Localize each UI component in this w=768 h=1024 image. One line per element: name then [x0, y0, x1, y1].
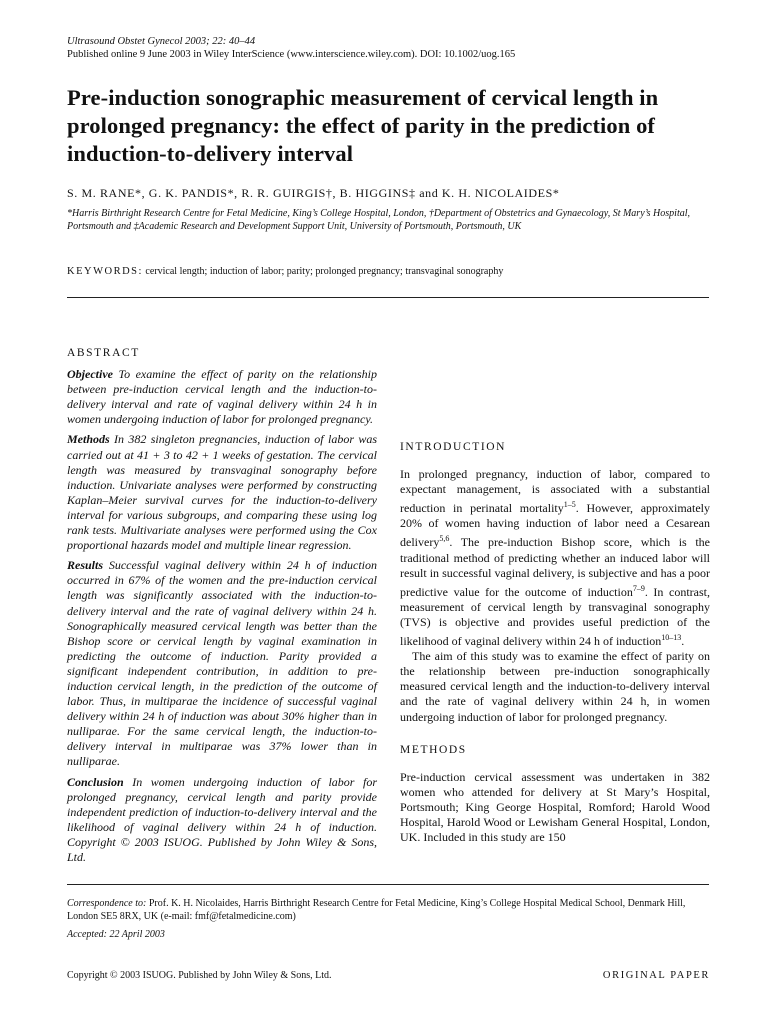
citation-ref: 10–13: [661, 633, 682, 643]
abstract-methods: [67, 432, 377, 553]
citation-ref: 5,6: [439, 534, 450, 544]
conclusion-continuation-space: [400, 346, 710, 434]
correspondence-label: Correspondence to:: [67, 898, 147, 909]
objective-text: To examine the effect of parity on the relationship between pre-induction cervical length and the induction-to-delivery interval and rate of vaginal delivery within 24 h in women undergoing induction of labor for prolonged pregnancy.: [67, 367, 378, 427]
affiliations: *Harris Birthright Research Centre for Fetal Medicine, King’s College Hospital, London, †Department of Obstetrics and Gynaecology, St Mary’s Hospital, Portsmouth and ‡Academic Research and Development Support Unit, University of Portsmouth, Portsmouth, UK: [67, 208, 691, 232]
results-label: Results: [67, 558, 104, 573]
introduction-paragraph-2: The aim of this study was to examine the effect of parity on the relationship between pre-induction sonographically measured cervical length and the induction-to-delivery interval and the rate of vaginal delivery within 24 h, in women undergoing induction of labor for prolonged pregnancy.: [400, 649, 710, 724]
citation-ref: 1–5: [563, 500, 576, 510]
intro-text-d: . In contrast, measurement of cervical length by transvaginal sonography (TVS) is objective and provides useful prediction of the likelihood of vaginal delivery within 24 h of induction: [400, 584, 710, 649]
abstract-heading: ABSTRACT: [67, 347, 140, 359]
author-list: S. M. RANE*, G. K. PANDIS*, R. R. GUIRGIS†, B. HIGGINS‡ and K. H. NICOLAIDES*: [67, 186, 560, 200]
keywords-label: KEYWORDS:: [67, 266, 143, 277]
correspondence: [67, 897, 712, 923]
intro-text-c: . The pre-induction Bishop score, which is the traditional method of predicting whether an induced labor will result in successful vaginal delivery, is subjective and has a poor predictive value for the outcome of induction: [400, 535, 710, 599]
left-column: [67, 346, 377, 870]
intro-text-a: In prolonged pregnancy, induction of labor, compared to expectant management, is associated with a substantial reduction in perinatal mortality: [400, 467, 710, 516]
intro-text-e: .: [681, 634, 685, 649]
publication-info: Published online 9 June 2003 in Wiley InterScience (www.interscience.wiley.com). DOI: 10.1002/uog.165: [67, 49, 516, 60]
conclusion-label: Conclusion: [67, 774, 124, 789]
keywords-line: [67, 266, 503, 277]
methods-paragraph-1: Pre-induction cervical assessment was undertaken in 382 women who attended for delivery at St Mary’s Hospital, Portsmouth; King George Hospital, Romford; Harold Wood Hospital, Harold Wood or Lewisham General Hospital, London, UK. Included in this study are 150: [400, 769, 710, 845]
header-divider: [67, 297, 709, 298]
methods-heading: METHODS: [400, 743, 467, 756]
journal-citation: Ultrasound Obstet Gynecol 2003; 22: 40–44: [67, 36, 256, 47]
correspondence-text: Prof. K. H. Nicolaides, Harris Birthright Research Centre for Fetal Medicine, King’s College Hospital Medical School, Denmark Hill, London SE5 8RX, UK (e-mail: fmf@fetalmedicine.com): [67, 898, 686, 922]
abstract-objective: [67, 367, 377, 427]
objective-label: Objective: [67, 367, 113, 382]
accepted-date: Accepted: 22 April 2003: [67, 929, 165, 940]
methods-text: In 382 singleton pregnancies, induction of labor was carried out at 41 + 3 to 42 + 1 weeks of gestation. The cervical length was measured by transvaginal sonography before induction. Univariate analyses were performed by constructing Kaplan–Meier survival curves for the induction-to-delivery interval for various subgroups, and comparing these using log rank tests. Multivariate analyses were performed using the Cox proportional hazards model and multiple linear regression.: [67, 432, 378, 553]
keywords-text: cervical length; induction of labor; parity; prolonged pregnancy; transvaginal sonography: [145, 266, 504, 277]
conclusion-text: In women undergoing induction of labor for prolonged pregnancy, cervical length and parity provide independent prediction of induction-to-delivery interval and the likelihood of vaginal delivery within 24 h of induction. Copyright © 2003 ISUOG. Published by John Wiley & Sons, Ltd.: [67, 774, 378, 864]
methods-label: Methods: [67, 432, 110, 447]
introduction-paragraph-1: [400, 467, 710, 649]
footer-divider: [67, 884, 709, 885]
right-column: [400, 346, 710, 845]
article-title: Pre-induction sonographic measurement of cervical length in prolonged pregnancy: the effect of parity in the prediction of induction-to-delivery interval: [67, 85, 659, 166]
copyright-line: Copyright © 2003 ISUOG. Published by John Wiley & Sons, Ltd.: [67, 970, 332, 981]
abstract-results: [67, 558, 377, 769]
introduction-heading: INTRODUCTION: [400, 441, 507, 453]
results-text: Successful vaginal delivery within 24 h of induction occurred in 67% of the women and the pre-induction cervical length was significantly associated with the induction-to-delivery interval and the rate of vaginal delivery within 24 h. Sonographically measured cervical length was better than the Bishop score or cervical length by vaginal examination in predicting the outcome of induction. Parity provided a significant independent contribution, in addition to pre-induction cervical length, in the prediction of the outcome of labor. Thus, in multiparae the incidence of successful vaginal delivery within 24 h of induction was about 30% higher than in nulliparae. For the same cervical length, the induction-to-delivery interval in multiparae was 37% lower than in nulliparae.: [67, 558, 378, 769]
abstract-conclusion-start: [67, 775, 377, 866]
paper-type-label: ORIGINAL PAPER: [602, 970, 710, 981]
intro-text-b: . However, approximately 20% of women having induction of labor need a Cesarean delivery: [400, 501, 711, 550]
citation-ref: 7–9: [632, 583, 645, 593]
